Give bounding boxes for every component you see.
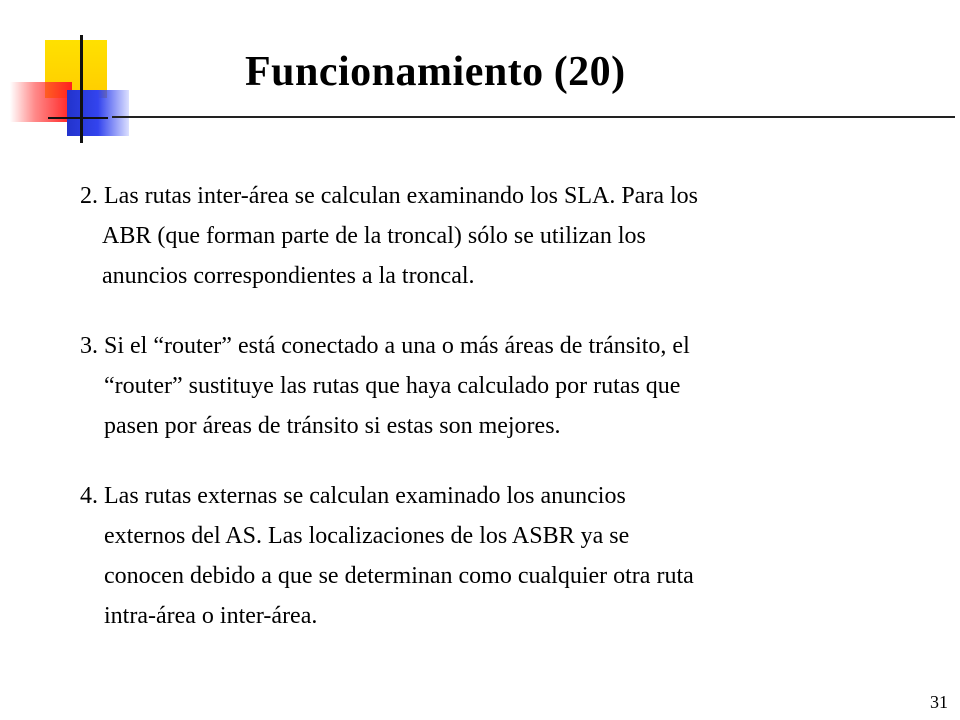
slide-title (245, 48, 626, 96)
paragraph-line: “router” sustituye las rutas que haya calculado por rutas que (104, 373, 681, 399)
paragraph-4 (80, 476, 920, 636)
paragraph-line: externos del AS. Las localizaciones de los ASBR ya se (104, 523, 630, 549)
slide-body (80, 176, 920, 666)
paragraph-line: pasen por áreas de tránsito si estas son mejores. (104, 413, 561, 439)
logo-red-square (10, 82, 72, 122)
paragraph-line: anuncios correspondientes a la troncal. (102, 263, 475, 289)
paragraph-3 (80, 326, 920, 446)
paragraph-line: ABR (que forman parte de la troncal) sólo se utilizan los (102, 223, 646, 249)
slide-logo (0, 0, 150, 150)
logo-vertical-line (80, 35, 83, 143)
paragraph-2 (80, 176, 920, 296)
paragraph-line: 3. Si el “router” está conectado a una o más áreas de tránsito, el (80, 333, 690, 359)
title-divider (112, 116, 955, 118)
paragraph-line: intra-área o inter-área. (104, 603, 318, 629)
page-number: 31 (930, 692, 948, 712)
logo-horizontal-line (48, 117, 108, 119)
slide-title-text: Funcionamiento (245, 49, 544, 95)
logo-blue-square (67, 90, 129, 136)
paragraph-line: 2. Las rutas inter-área se calculan examinando los SLA. Para los (80, 183, 698, 209)
slide-title-number: (20) (553, 49, 626, 95)
paragraph-line: 4. Las rutas externas se calculan examinado los anuncios (80, 483, 626, 509)
paragraph-line: conocen debido a que se determinan como cualquier otra ruta (104, 563, 694, 589)
